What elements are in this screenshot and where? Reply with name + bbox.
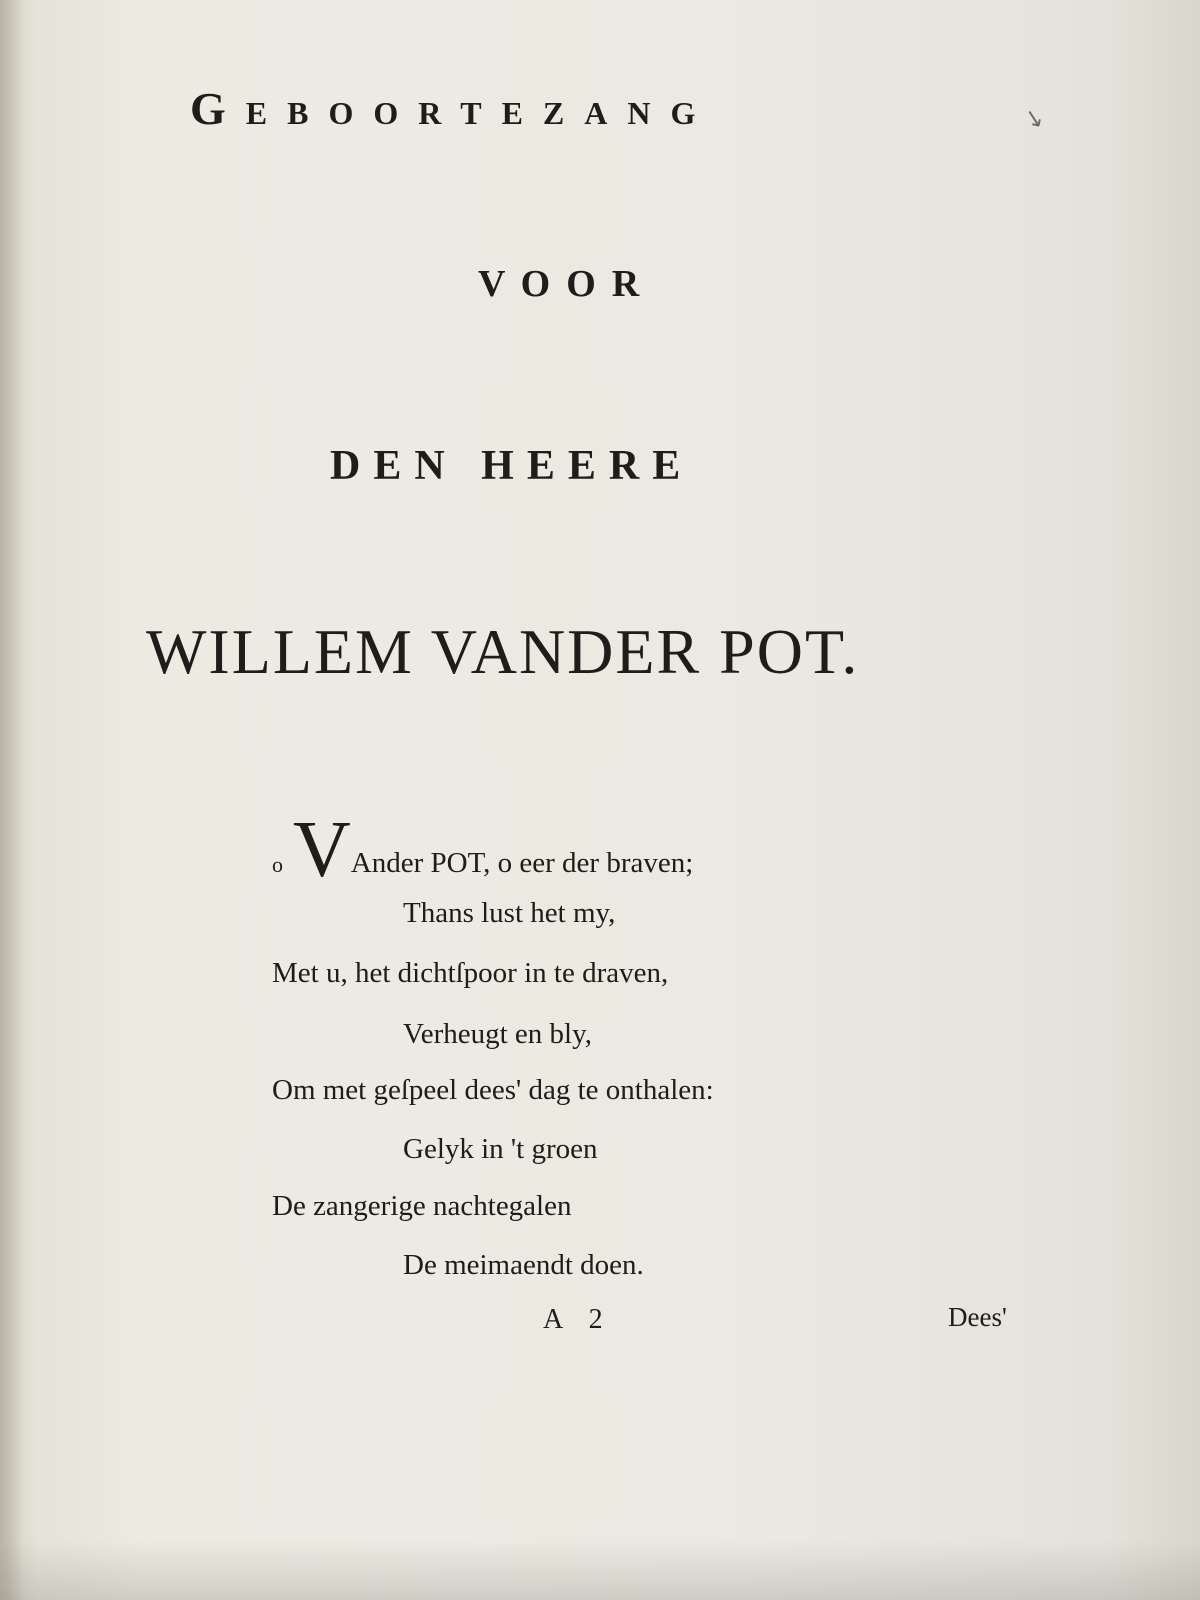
verse-line-6: Gelyk in 't groen: [403, 1133, 598, 1165]
verse-line-3: Met u, het dichtſpoor in te draven,: [272, 957, 669, 989]
dropcap-v: V: [293, 806, 351, 894]
stray-ink-mark: ↘: [1021, 104, 1047, 134]
verse-line-2: Thans lust het my,: [403, 897, 616, 929]
verse-line-1: [272, 806, 694, 894]
ornament-o: o: [272, 852, 283, 877]
verse-line-7: De zangerige nachtegalen: [272, 1190, 572, 1222]
title-geboortezang: Geboortezang: [190, 83, 716, 134]
signature-mark: A 2: [543, 1304, 613, 1335]
verse-line-1-text: Ander POT, o eer der braven;: [350, 847, 694, 879]
title-voor: VOOR: [478, 263, 656, 305]
title-den-heere: DEN HEERE: [330, 443, 694, 489]
verse-line-4: Verheugt en bly,: [403, 1018, 592, 1050]
verse-line-8: De meimaendt doen.: [403, 1249, 644, 1281]
verse-line-5: Om met geſpeel dees' dag te onthalen:: [272, 1074, 714, 1106]
catchword: Dees': [948, 1302, 1007, 1332]
title-name: WILLEM VANDER POT.: [146, 616, 860, 687]
